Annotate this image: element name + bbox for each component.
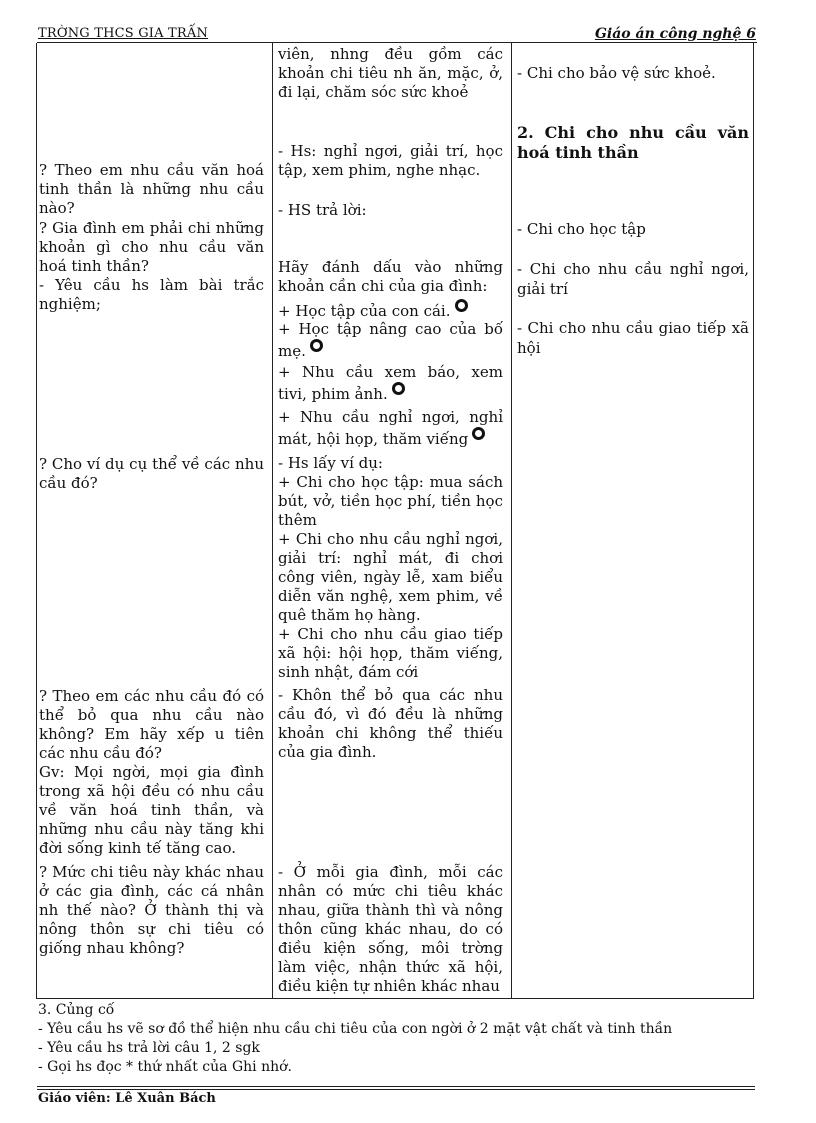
text-continuation: viên, nhng đều gồm các khoản chi tiêu nh ăn, mặc, ở, đi lại, chăm sóc sức khoẻ	[278, 45, 503, 101]
section-heading: 2. Chi cho nhu cầu văn hoá tinh thần	[517, 123, 749, 162]
checklist-intro: Hãy đánh dấu vào những khoản cần chi của gia đình:	[278, 258, 503, 295]
footer-rule	[37, 1089, 755, 1090]
teacher-activity-column	[39, 43, 264, 999]
circle-mark-icon	[392, 382, 405, 395]
content-social: - Chi cho nhu cầu giao tiếp xã hội	[517, 319, 749, 357]
consolidation-section	[38, 1001, 672, 1077]
school-name: TRỜNG THCS GIA TRẤN	[38, 26, 209, 41]
consolidation-line: - Yêu cầu hs trả lời câu 1, 2 sgk	[38, 1040, 260, 1056]
checklist-item: + Nhu cầu nghỉ ngơi, nghỉ mát, hội họp, thăm viếng	[278, 408, 503, 448]
student-activity-column	[278, 43, 503, 999]
question-family-spending: ? Gia đình em phải chi những khoản gì cho nhu cầu văn hoá tinh thần? - Yêu cầu hs làm bài trắc nghiệm;	[39, 219, 264, 313]
lesson-table	[36, 43, 754, 999]
answer-cannot-skip: - Khôn thể bỏ qua các nhu cầu đó, vì đó đều là những khoản chi không thể thiếu của gia đình.	[278, 686, 503, 761]
table-border-right	[753, 43, 754, 999]
checklist-item: + Học tập nâng cao của bố mẹ.	[278, 320, 503, 360]
question-cultural-needs: ? Theo em nhu cầu văn hoá tinh thần là những nhu cầu nào?	[39, 161, 264, 217]
question-priority: ? Theo em các nhu cầu đó có thể bỏ qua nhu cầu nào không? Em hãy xếp u tiên các nhu cầu đó? Gv: Mọi ngời, mọi gia đình trong xã hội đều có nhu cầu về văn hoá tinh thần, và những nhu cầu này tăng khi đời sống kinh tế tăng cao.	[39, 687, 264, 857]
footer-rule	[37, 1086, 755, 1087]
teacher-name: Giáo viên: Lê Xuân Bách	[38, 1091, 216, 1106]
circle-mark-icon	[455, 299, 468, 312]
consolidation-line: - Gọi hs đọc * thứ nhất của Ghi nhớ.	[38, 1059, 292, 1075]
consolidation-line: - Yêu cầu hs vẽ sơ đồ thể hiện nhu cầu chi tiêu của con ngời ở 2 mặt vật chất và tinh thần	[38, 1021, 673, 1037]
answer-placeholder: - HS trả lời:	[278, 201, 367, 219]
circle-mark-icon	[310, 339, 323, 352]
question-spending-levels: ? Mức chi tiêu này khác nhau ở các gia đình, các cá nhân nh thế nào? Ở thành thị và nông thôn sự chi tiêu có giống nhau không?	[39, 863, 264, 957]
document-subject: Giáo án công nghệ 6	[594, 26, 756, 42]
content-column	[517, 43, 749, 999]
content-rest: - Chi cho nhu cầu nghỉ ngơi, giải trí	[517, 260, 749, 298]
table-divider-2	[511, 43, 512, 999]
content-study: - Chi cho học tập	[517, 220, 646, 238]
content-health: - Chi cho bảo vệ sức khoẻ.	[517, 64, 716, 82]
examples-list: - Hs lấy ví dụ: + Chi cho học tập: mua sách bút, vở, tiền học phí, tiền học thêm + Chi cho nhu cầu nghỉ ngơi, giải trí: nghỉ mát, đi chơi công viên, ngày lễ, xam biểu diễn văn nghệ, xem phim, về quê thăm họ hàng. + Chi cho nhu cầu giao tiếp xã hội: hội họp, thăm viếng, sinh nhật, đám cới	[278, 454, 503, 681]
table-border-left	[36, 43, 37, 999]
consolidation-title: 3. Củng cố	[38, 1002, 115, 1018]
circle-mark-icon	[472, 427, 485, 440]
question-examples: ? Cho ví dụ cụ thể về các nhu cầu đó?	[39, 455, 264, 492]
table-divider-1	[272, 43, 273, 999]
checklist-item: + Nhu cầu xem báo, xem tivi, phim ảnh.	[278, 363, 503, 403]
checklist-item: + Học tập của con cái.	[278, 299, 503, 321]
answer-rest: - Hs: nghỉ ngơi, giải trí, học tập, xem phim, nghe nhạc.	[278, 142, 503, 179]
answer-differences: - Ở mỗi gia đình, mỗi các nhân có mức chi tiêu khác nhau, giữa thành thì và nông thôn cũng khác nhau, do có điều kiện sống, môi trờng làm việc, nhận thức xã hội, điều kiện tự nhiên khác nhau	[278, 863, 503, 995]
